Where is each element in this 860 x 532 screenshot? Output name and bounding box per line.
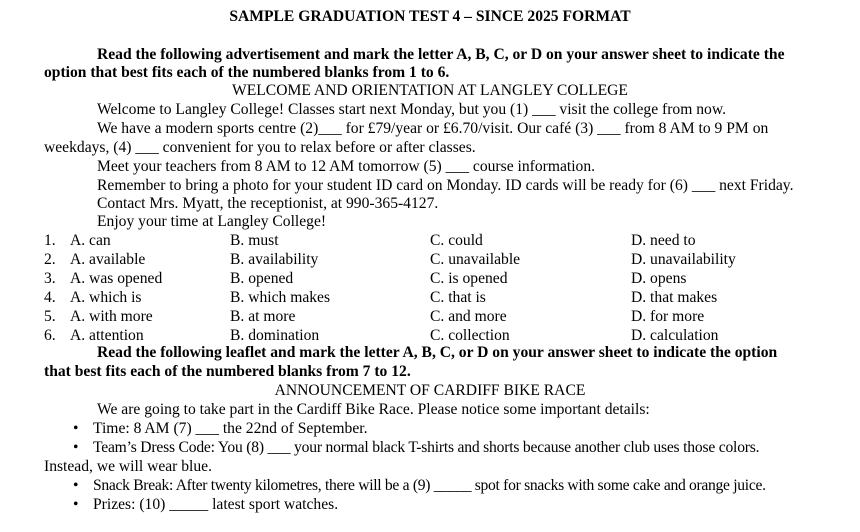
option-a: A. which is [70,289,142,306]
bullet-text: Team’s Dress Code: You (8) ___ your normal black T-shirts and shorts because another club uses those colors. [93,439,760,456]
bullet-text: Time: 8 AM (7) ___ the 22nd of September. [93,420,368,437]
bullet-text: Prizes: (10) _____ latest sport watches. [93,496,339,513]
option-a: A. was opened [70,270,163,287]
option-c: C. collection [430,327,510,344]
option-a: A. with more [70,308,153,325]
section2-instruction-line1: Read the following leaflet and mark the letter A, B, C, or D on your answer sheet to indicate the option [97,344,778,361]
option-b: B. which makes [230,289,331,306]
option-c: C. is opened [430,270,508,287]
option-d: D. calculation [631,327,719,344]
option-a: A. attention [70,327,144,344]
option-c: C. and more [430,308,507,325]
passage-line: Contact Mrs. Myatt, the receptionist, at 990-365-4127. [97,195,439,212]
section1-heading: WELCOME AND ORIENTATION AT LANGLEY COLLEGE [232,82,628,99]
bullet-icon: • [73,420,79,437]
question-number: 2. [44,251,56,268]
leaflet-intro: We are going to take part in the Cardiff Bike Race. Please notice some important details: [97,401,650,418]
option-d: D. that makes [631,289,718,306]
question-number: 5. [44,308,56,325]
passage-line: Welcome to Langley College! Classes start next Monday, but you (1) ___ visit the college from now. [97,101,726,118]
question-number: 3. [44,270,56,287]
option-c: C. that is [430,289,486,306]
document-title: SAMPLE GRADUATION TEST 4 – SINCE 2025 FORMAT [229,8,631,25]
option-b: B. must [230,232,279,249]
bullet-icon: • [73,439,79,456]
option-d: D. need to [631,232,696,249]
option-a: A. available [70,251,146,268]
option-d: D. opens [631,270,687,287]
section1-instruction-line1: Read the following advertisement and mark the letter A, B, C, or D on your answer sheet to indicate the [97,46,785,63]
question-number: 4. [44,289,56,306]
section2-instruction-line2: that best fits each of the numbered blanks from 7 to 12. [44,363,411,380]
bullet-icon: • [73,496,79,513]
bullet-text: Snack Break: After twenty kilometres, there will be a (9) _____ spot for snacks with some cake and orange juice. [93,477,766,494]
passage-line: Meet your teachers from 8 AM to 12 AM tomorrow (5) ___ course information. [97,158,596,175]
option-b: B. domination [230,327,320,344]
option-c: C. unavailable [430,251,521,268]
section1-instruction-line2: option that best fits each of the numbered blanks from 1 to 6. [44,64,450,81]
bullet-icon: • [73,477,79,494]
question-number: 6. [44,327,56,344]
option-b: B. availability [230,251,319,268]
passage-line: Remember to bring a photo for your student ID card on Monday. ID cards will be ready for (6) ___ next Friday. [97,177,794,194]
option-d: D. for more [631,308,705,325]
question-number: 1. [44,232,56,249]
option-a: A. can [70,232,111,249]
option-b: B. opened [230,270,294,287]
option-b: B. at more [230,308,296,325]
passage-line: weekdays, (4) ___ convenient for you to relax before or after classes. [44,139,476,156]
bullet-continuation: Instead, we will wear blue. [44,458,213,475]
option-c: C. could [430,232,483,249]
section2-heading: ANNOUNCEMENT OF CARDIFF BIKE RACE [274,382,586,399]
option-d: D. unavailability [631,251,736,268]
passage-line: We have a modern sports centre (2)___ for £79/year or £6.70/visit. Our café (3) ___ from 8 AM to 9 PM on [97,120,769,137]
passage-line: Enjoy your time at Langley College! [97,213,327,230]
